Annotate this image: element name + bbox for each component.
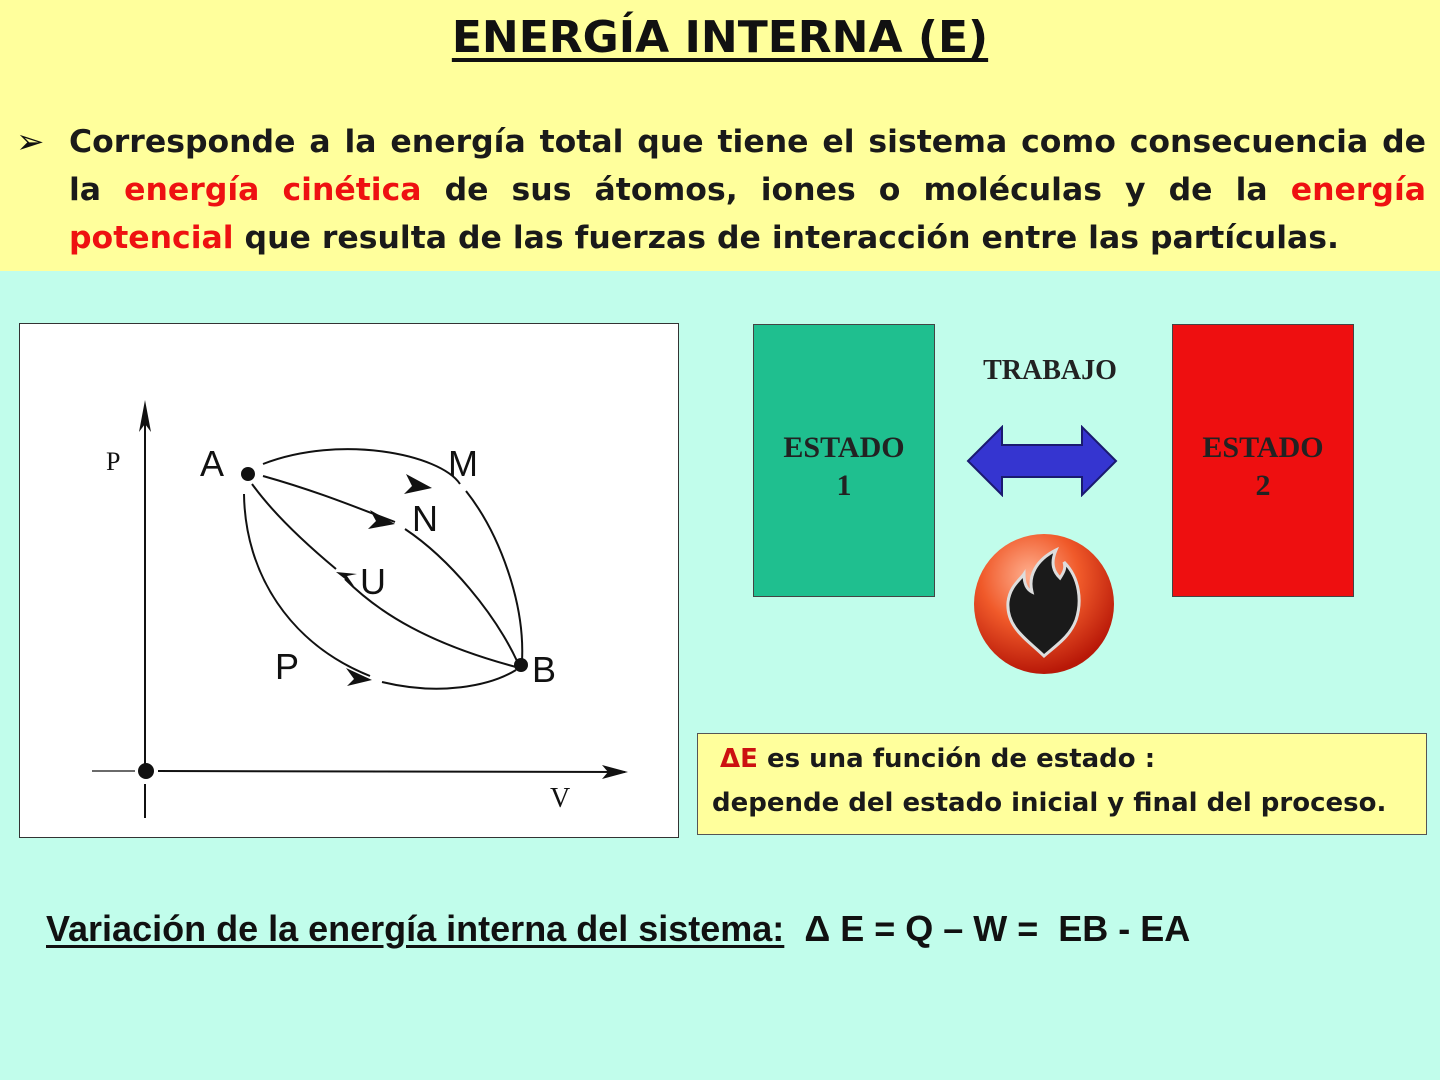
pv-diagram xyxy=(19,323,679,838)
delta-e: ΔE xyxy=(720,744,758,774)
label-p: P xyxy=(275,646,300,687)
point-a xyxy=(241,467,255,481)
state-1-label: ESTADO xyxy=(783,431,905,464)
point-b xyxy=(514,658,528,672)
state-2-box xyxy=(1172,324,1354,597)
path-n xyxy=(263,476,517,661)
x-axis-label: V xyxy=(550,783,571,814)
state-function-note xyxy=(697,733,1427,835)
fire-icon xyxy=(968,528,1120,680)
definition-text xyxy=(69,118,1426,262)
origin-dot xyxy=(138,763,154,779)
state-1-box xyxy=(753,324,935,597)
kinetic-energy-highlight: energía cinética xyxy=(124,172,422,208)
text: de sus átomos, iones o moléculas y de la xyxy=(421,172,1291,208)
state-2-label: ESTADO xyxy=(1202,431,1324,464)
note-line-1: es una función de estado : xyxy=(757,744,1156,774)
label-a: A xyxy=(200,443,225,484)
label-m: M xyxy=(448,443,478,484)
formula-label: Variación de la energía interna del sistema: xyxy=(46,908,785,949)
page-title: ENERGÍA INTERNA (E) xyxy=(451,12,989,63)
arrowhead-m xyxy=(404,474,432,494)
x-axis xyxy=(158,771,625,772)
label-n: N xyxy=(412,498,438,539)
potential-energy-highlight: energía potencial xyxy=(69,172,1426,256)
work-label: TRABAJO xyxy=(983,355,1117,386)
bullet-arrow-icon: ➢ xyxy=(16,122,45,162)
label-b: B xyxy=(532,649,557,690)
path-m xyxy=(263,449,522,661)
formula-expression: Δ E = Q – W = EB - EA xyxy=(784,908,1191,949)
note-line-2: depende del estado inicial y final del proceso. xyxy=(712,788,1387,818)
text: Corresponde a la energía total que tiene el sistema como consecuencia de la xyxy=(69,124,1426,208)
state-1-number: 1 xyxy=(836,469,852,502)
y-axis-label: P xyxy=(106,447,121,476)
state-2-number: 2 xyxy=(1255,469,1271,502)
energy-formula xyxy=(46,908,1190,950)
double-arrow-icon xyxy=(966,425,1118,497)
text: que resulta de las fuerzas de interacción entre las partículas. xyxy=(233,220,1340,256)
label-u: U xyxy=(360,561,386,602)
